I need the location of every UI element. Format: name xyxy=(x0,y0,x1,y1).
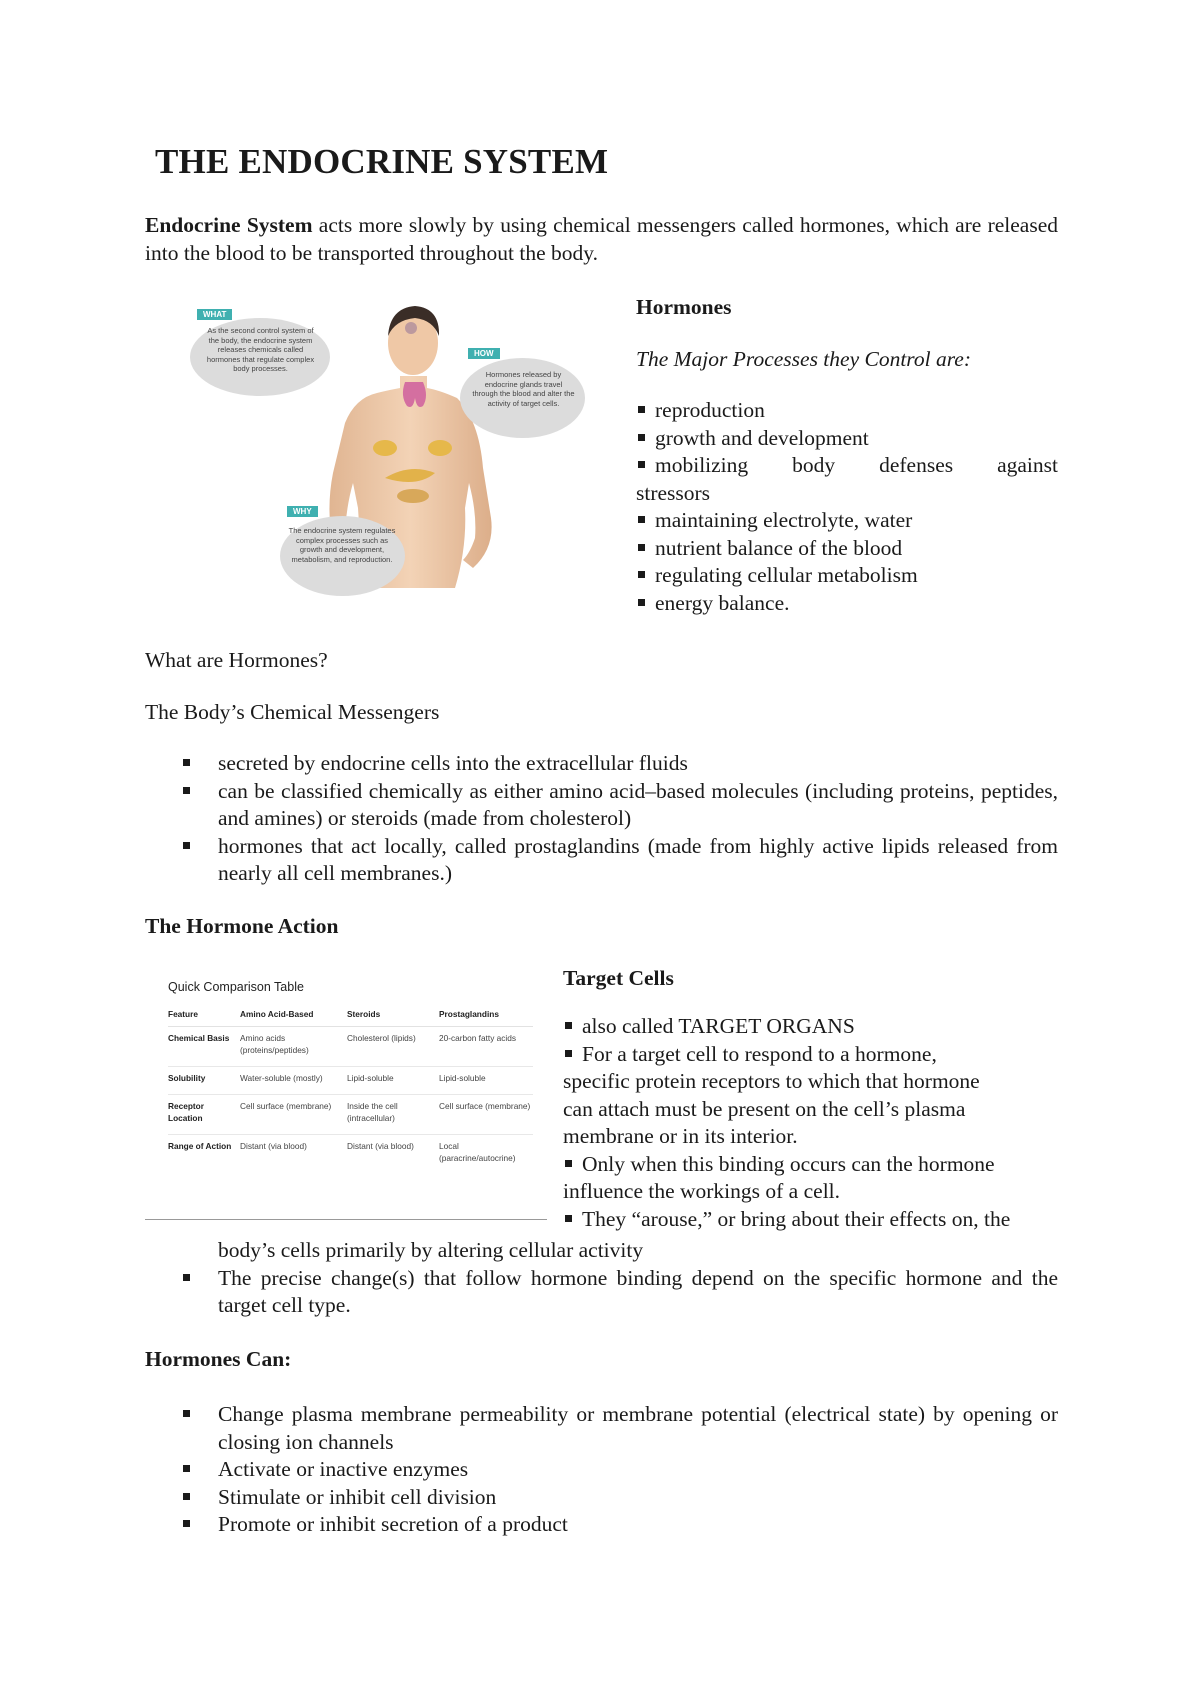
bullet-icon xyxy=(183,842,190,849)
how-tag: HOW xyxy=(468,348,500,359)
page-title: THE ENDOCRINE SYSTEM xyxy=(155,142,609,181)
hormones-can-heading: Hormones Can: xyxy=(145,1347,292,1371)
list-item: hormones that act locally, called prostaglandins (made from highly active lipids released from nearly all cell membranes.) xyxy=(145,833,1058,888)
bullet-icon xyxy=(183,1465,190,1472)
bullet-icon xyxy=(638,461,645,468)
list-item-continuation: specific protein receptors to which that hormone xyxy=(563,1069,980,1093)
what-are-hormones: What are Hormones? xyxy=(145,648,328,672)
messenger-points-list xyxy=(145,750,1058,888)
what-text: As the second control system of the body, the endocrine system releases chemicals called hormones that regulate complex body processes. xyxy=(206,326,315,373)
bullet-icon xyxy=(638,516,645,523)
bullet-icon xyxy=(183,1520,190,1527)
list-item: Stimulate or inhibit cell division xyxy=(145,1484,1058,1512)
column-header: Prostaglandins xyxy=(439,1006,533,1027)
why-text: The endocrine system regulates complex processes such as growth and development, metabolism, and reproduction. xyxy=(288,526,396,564)
table-row: Range of Action Distant (via blood) Distant (via blood) Local (paracrine/autocrine) xyxy=(168,1141,516,1163)
bullet-icon xyxy=(565,1050,572,1057)
bullet-icon xyxy=(183,1274,190,1281)
what-tag: WHAT xyxy=(197,309,232,320)
bullet-icon xyxy=(638,544,645,551)
list-item: maintaining electrolyte, water xyxy=(636,507,1058,535)
list-item: secreted by endocrine cells into the extracellular fluids xyxy=(145,750,1058,778)
list-item: growth and development xyxy=(636,425,1058,453)
why-tag: WHY xyxy=(287,506,318,517)
bullet-icon xyxy=(183,1410,190,1417)
list-item-continuation: body’s cells primarily by altering cellular activity xyxy=(218,1238,644,1262)
list-item-continuation: can attach must be present on the cell’s plasma xyxy=(563,1096,966,1121)
hormones-subheading: The Major Processes they Control are: xyxy=(636,347,971,371)
intro-text: acts more slowly by using chemical messengers called hormones, which are released into the blood to be transported throughout the body. xyxy=(145,213,1059,265)
bullet-icon xyxy=(183,759,190,766)
column-header: Feature xyxy=(168,1006,240,1027)
list-item: Only when this binding occurs can the hormone xyxy=(563,1151,1058,1179)
comparison-table-figure xyxy=(145,970,547,1220)
how-text: Hormones released by endocrine glands travel through the blood and alter the activity of target cells. xyxy=(472,370,575,408)
list-item: can be classified chemically as either amino acid–based molecules (including proteins, peptides, and amines) or steroids (made from cholesterol) xyxy=(145,778,1058,833)
comparison-table-title: Quick Comparison Table xyxy=(168,980,304,994)
bullet-icon xyxy=(638,434,645,441)
bullet-icon xyxy=(638,406,645,413)
list-item-continuation: influence the workings of a cell. xyxy=(563,1179,841,1203)
list-item-continuation: membrane or in its interior. xyxy=(563,1124,798,1148)
bullet-icon xyxy=(638,599,645,606)
target-cells-list xyxy=(563,1013,1058,1233)
list-item: Promote or inhibit secretion of a product xyxy=(145,1511,1058,1539)
chemical-messengers-line: The Body’s Chemical Messengers xyxy=(145,700,440,724)
list-item: For a target cell to respond to a hormone, xyxy=(563,1041,1058,1069)
list-item: regulating cellular metabolism xyxy=(636,562,1058,590)
bullet-icon xyxy=(565,1022,572,1029)
list-item: also called TARGET ORGANS xyxy=(563,1013,1058,1041)
endocrine-figure xyxy=(195,298,595,603)
bullet-icon xyxy=(565,1215,572,1222)
list-item: energy balance. xyxy=(636,590,1058,618)
table-header-row xyxy=(168,1006,533,1027)
table-row: Receptor Location Cell surface (membrane) Inside the cell (intracellular) Cell surface (membrane) xyxy=(168,1095,533,1135)
column-header: Amino Acid-Based xyxy=(240,1006,347,1027)
hormone-action-heading: The Hormone Action xyxy=(145,914,339,938)
figure-bottom-rule xyxy=(145,1219,547,1220)
column-header: Steroids xyxy=(347,1006,439,1027)
hormone-action-list xyxy=(145,1237,1058,1320)
bullet-icon xyxy=(565,1160,572,1167)
bullet-icon xyxy=(183,787,190,794)
table-row: Solubility Water-soluble (mostly) Lipid-soluble Lipid-soluble xyxy=(168,1067,533,1095)
table-row: Chemical Basis Amino acids (proteins/peptides) Cholesterol (lipids) 20-carbon fatty acids xyxy=(168,1027,533,1067)
list-item: mobilizing body defenses against xyxy=(636,452,1058,480)
target-cells-heading: Target Cells xyxy=(563,966,674,990)
intro-paragraph xyxy=(145,212,1058,267)
list-item: Activate or inactive enzymes xyxy=(145,1456,1058,1484)
intro-bold-term: Endocrine System xyxy=(145,213,313,237)
list-item: They “arouse,” or bring about their effects on, the xyxy=(563,1206,1058,1234)
hormones-can-list xyxy=(145,1401,1058,1539)
list-item: nutrient balance of the blood xyxy=(636,535,1058,563)
list-item: The precise change(s) that follow hormone binding depend on the specific hormone and the target cell type. xyxy=(145,1265,1058,1320)
bullet-icon xyxy=(638,571,645,578)
hormones-heading: Hormones xyxy=(636,295,732,319)
comparison-table xyxy=(168,1006,533,1174)
hormone-process-list xyxy=(636,397,1058,617)
bullet-icon xyxy=(183,1493,190,1500)
list-item-continuation: stressors xyxy=(636,480,711,505)
list-item: reproduction xyxy=(636,397,1058,425)
list-item: Change plasma membrane permeability or membrane potential (electrical state) by opening or closing ion channels xyxy=(145,1401,1058,1456)
